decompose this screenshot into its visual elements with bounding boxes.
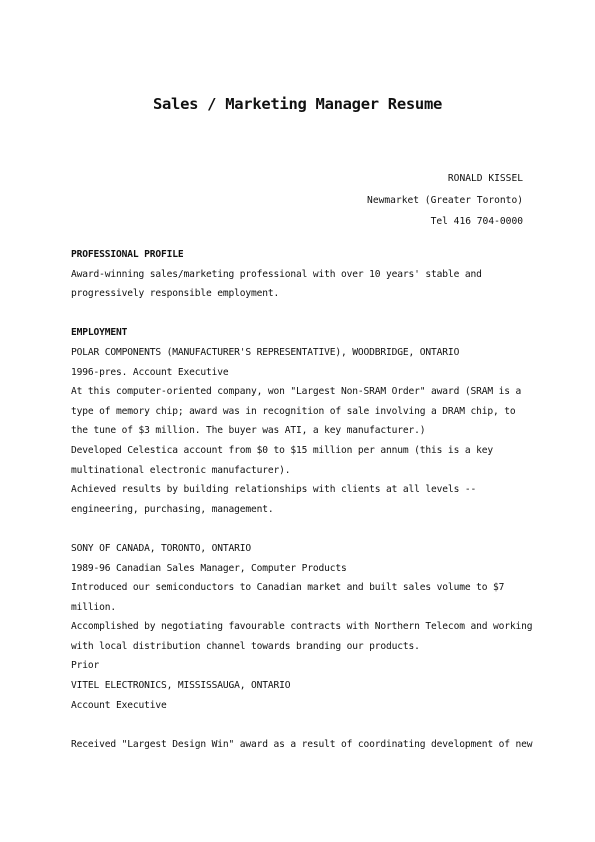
spacer [71,304,531,324]
job3-prior-label: Prior [71,660,100,672]
job2-role: 1989-96 Canadian Sales Manager, Computer Products [71,562,347,574]
job2-line: with local distribution channel towards branding our products. [71,640,420,652]
job1-line: Developed Celestica account from $0 to $15 million per annum (this is a key [71,444,493,456]
job1-line: At this computer-oriented company, won "Largest Non-SRAM Order" award (SRAM is a [71,386,522,398]
job1-line: engineering, purchasing, management. [71,503,274,515]
spacer [71,519,531,539]
employment-heading: EMPLOYMENT [71,327,128,339]
job3-company: VITEL ELECTRONICS, MISSISSAUGA, ONTARIO [71,680,291,692]
job1-role: 1996-pres. Account Executive [71,366,229,378]
spacer [71,715,531,735]
job3-role: Account Executive [71,699,167,711]
job2-line: Introduced our semiconductors to Canadian market and built sales volume to $7 [71,582,505,594]
contact-phone: Tel 416 704-0000 [430,216,523,227]
page-title: Sales / Marketing Manager Resume [152,95,443,113]
job2-line: Accomplished by negotiating favourable contracts with Northern Telecom and working [71,621,533,633]
job1-line: Achieved results by building relationships with clients at all levels -- [71,484,477,496]
resume-body [71,245,531,754]
job2-line: million. [71,601,117,613]
contact-name: RONALD KISSEL [447,173,523,184]
profile-heading: PROFESSIONAL PROFILE [71,249,184,260]
profile-line: progressively responsible employment. [71,288,280,300]
job1-line: type of memory chip; award was in recognition of sale involving a DRAM chip, to [71,405,516,417]
profile-line: Award-winning sales/marketing professional with over 10 years' stable and [71,268,482,280]
job2-company: SONY OF CANADA, TORONTO, ONTARIO [71,542,252,554]
job1-line: multinational electronic manufacturer). [71,464,291,476]
contact-block [367,168,523,233]
job1-company: POLAR COMPONENTS (MANUFACTURER'S REPRESENTATIVE), WOODBRIDGE, ONTARIO [71,346,460,358]
contact-location: Newmarket (Greater Toronto) [367,194,523,206]
job1-line: the tune of $3 million. The buyer was ATI, a key manufacturer.) [71,425,426,437]
job3-line: Received "Largest Design Win" award as a result of coordinating development of new [71,738,533,750]
